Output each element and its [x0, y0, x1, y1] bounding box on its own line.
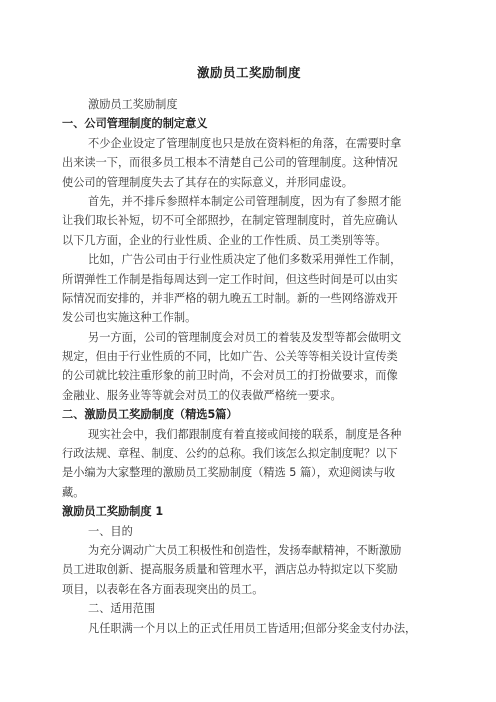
section-heading: 一、公司管理制度的制定意义 [62, 117, 208, 131]
subsection-heading: 一、目的 [88, 524, 133, 538]
paragraph-line: 员工进取创新、提高服务质量和管理水平，酒店总办特拟定以下奖励 [62, 563, 398, 577]
article-heading: 激励员工奖励制度 1 [62, 505, 164, 519]
paragraph-line: 行政法规、章程、制度、公约的总称。我们该怎么拟定制度呢？以下 [62, 447, 398, 461]
paragraph-line: 藏。 [62, 485, 85, 499]
paragraph-line: 比如，广告公司由于行业性质决定了他们多数采用弹性工作制， [88, 253, 402, 267]
paragraph-line: 以下几方面，企业的行业性质、企业的工作性质、员工类别等等。 [62, 233, 387, 247]
paragraph-line: 的公司就比较注重形象的前卫时尚，不会对员工的打扮做要求，而像 [62, 369, 398, 383]
section-heading: 二、激励员工奖励制度（精选5篇） [62, 408, 238, 422]
document-page [62, 0, 436, 638]
paragraph-line: 不少企业设定了管理制度也只是放在资料柜的角落，在需要时拿 [88, 136, 402, 150]
paragraph-line: 现实社会中，我们都跟制度有着直接或间接的联系，制度是各种 [88, 427, 402, 441]
paragraph-line: 凡任职满一个月以上的正式任用员工皆适用;但部分奖金支付办法， [88, 621, 417, 635]
paragraph-line: 让我们取长补短，切不可全部照抄，在制定管理制度时，首先应确认 [62, 214, 398, 228]
paragraph-line: 是小编为大家整理的激励员工奖励制度（精选 5 篇），欢迎阅读与收 [62, 466, 396, 480]
document-subtitle: 激励员工奖励制度 [88, 98, 178, 111]
paragraph-line: 金融业、服务业等等就会对员工的仪表做严格统一要求。 [62, 388, 342, 402]
document-body [62, 95, 436, 638]
paragraph-line: 使公司的管理制度失去了其存在的实际意义，并形同虚设。 [62, 175, 353, 189]
paragraph-line: 所谓弹性工作制是指每周达到一定工作时间，但这些时间是可以由实 [62, 272, 398, 286]
paragraph-line: 为充分调动广大员工积极性和创造性，发扬奉献精神，不断激励 [88, 543, 402, 557]
document-title: 激励员工奖励制度 [196, 65, 301, 80]
paragraph-line: 项目，以表彰在各方面表现突出的员工。 [62, 582, 264, 596]
subsection-heading: 二、适用范围 [88, 602, 156, 616]
paragraph-line: 规定，但由于行业性质的不同，比如广告、公关等等相关设计宣传类 [62, 350, 398, 364]
paragraph-line: 首先，并不排斥参照样本制定公司管理制度，因为有了参照才能 [88, 194, 402, 208]
paragraph-line: 际情况而安排的，并非严格的朝九晚五工时制。新的一些网络游戏开 [62, 291, 398, 305]
paragraph-line: 另一方面，公司的管理制度会对员工的着装及发型等都会做明文 [88, 330, 402, 344]
paragraph-line: 出来读一下，而很多员工根本不清楚自己公司的管理制度。这种情况 [62, 156, 398, 170]
paragraph-line: 发公司也实施这种工作制。 [62, 311, 197, 325]
